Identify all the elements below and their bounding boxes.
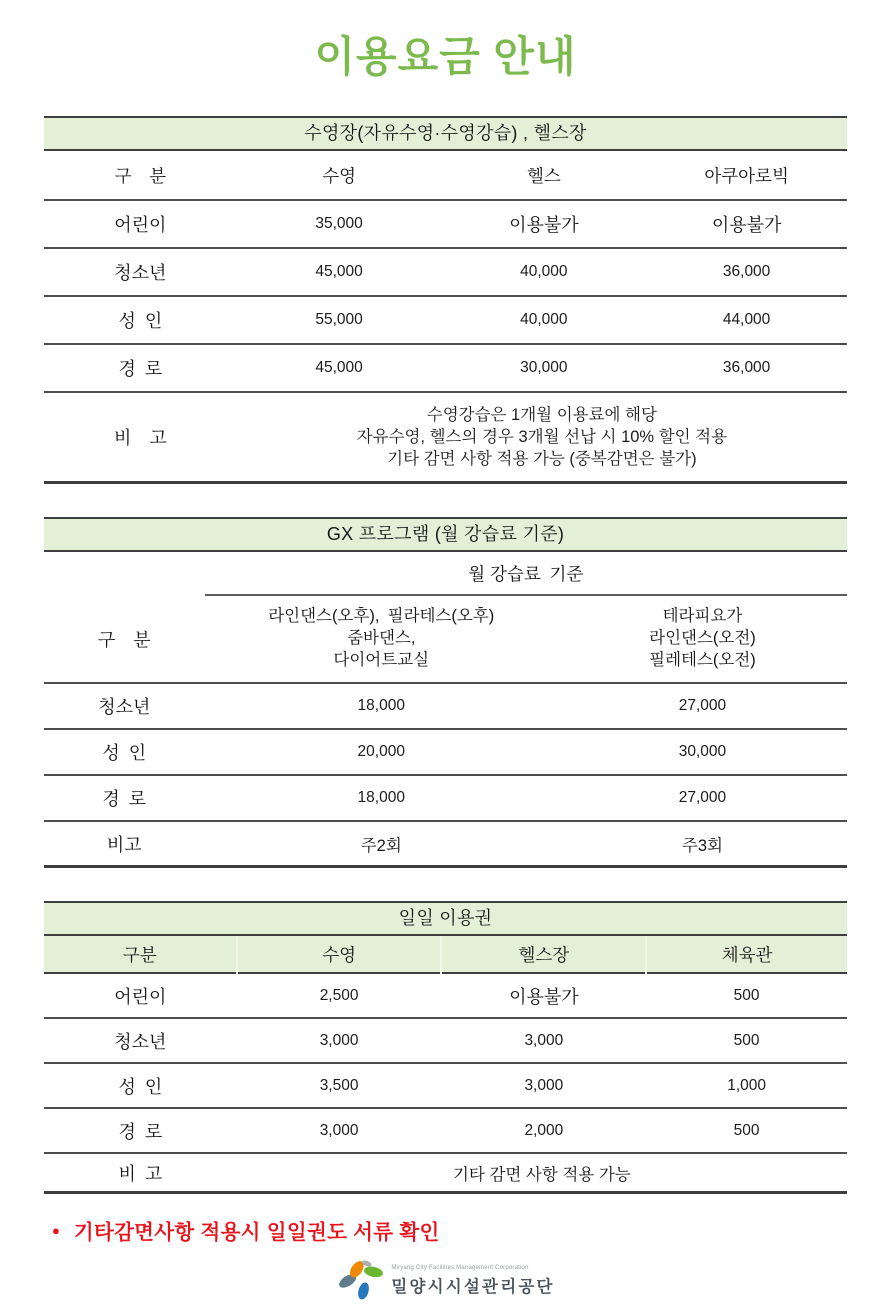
fee-notice-page xyxy=(0,24,891,1194)
note-text-cell: 기타 감면 사항 적용 가능 xyxy=(452,1165,631,1184)
col-header-category: 구 분 xyxy=(97,629,151,650)
note-line: 수영강습은 1개월 이용료에 해당 xyxy=(426,405,657,424)
gx-program-table xyxy=(44,552,847,868)
fee-value-cell: 3,000 xyxy=(319,1121,359,1139)
fee-value-cell: 1,000 xyxy=(727,1076,766,1094)
gx-program-section xyxy=(44,517,847,868)
table-row xyxy=(44,775,847,821)
fee-value-cell: 500 xyxy=(733,986,760,1004)
fee-value-cell: 35,000 xyxy=(315,215,363,232)
subheader-cell: 월 강습료 기준 xyxy=(205,552,847,595)
program-line: 줌바댄스, xyxy=(347,629,416,648)
row-label-cell: 어린이 xyxy=(114,215,167,235)
row-label-cell: 경 로 xyxy=(118,359,163,379)
row-label-cell: 어린이 xyxy=(114,986,167,1007)
fee-value-cell: 44,000 xyxy=(722,311,771,328)
program-line: 라인댄스(오전) xyxy=(649,629,756,648)
fee-value-cell: 40,000 xyxy=(520,263,568,280)
col-header-aqua: 아쿠아로빅 xyxy=(704,165,789,186)
fee-value-cell: 18,000 xyxy=(357,697,405,714)
subheader-row xyxy=(44,552,847,595)
row-label-cell: 청소년 xyxy=(114,263,167,283)
footnote-text: 기타감면사항 적용시 일일권도 서류 확인 xyxy=(73,1221,440,1244)
table-row xyxy=(44,248,847,296)
note-text-cell xyxy=(237,392,847,483)
row-label-cell: 경 로 xyxy=(102,789,147,809)
page-title: 이용요금 안내 xyxy=(314,33,577,80)
row-label-cell: 성 인 xyxy=(118,1076,163,1097)
program-header-row xyxy=(44,595,847,683)
fee-value-cell: 40,000 xyxy=(520,311,568,328)
note-row xyxy=(44,1153,847,1193)
empty-cell xyxy=(44,552,205,595)
note-value-cell: 주2회 xyxy=(360,836,402,855)
fee-value-cell: 27,000 xyxy=(678,789,727,806)
fee-value-cell: 이용불가 xyxy=(711,215,782,235)
fee-value-cell: 500 xyxy=(733,1121,760,1139)
row-label-cell: 청소년 xyxy=(114,1031,167,1052)
fee-value-cell: 45,000 xyxy=(315,359,363,376)
note-label-cell: 비고 xyxy=(106,834,142,855)
table-row xyxy=(44,344,847,392)
fee-value-cell: 3,000 xyxy=(319,1031,359,1049)
column-header-row xyxy=(44,936,847,973)
fee-value-cell: 이용불가 xyxy=(509,986,579,1007)
column-header-row xyxy=(44,151,847,200)
note-label-cell: 비 고 xyxy=(118,1163,163,1184)
pool-gym-fee-table xyxy=(44,151,847,484)
fee-value-cell: 2,500 xyxy=(319,986,359,1004)
fee-value-cell: 20,000 xyxy=(357,743,405,760)
program-line: 다이어트교실 xyxy=(333,650,430,669)
program-list-afternoon xyxy=(205,595,558,683)
fee-value-cell: 30,000 xyxy=(520,359,568,376)
col-header-gym: 헬스장 xyxy=(441,936,646,973)
table-row xyxy=(44,1018,847,1063)
fee-value-cell: 27,000 xyxy=(678,697,727,714)
note-row xyxy=(44,821,847,867)
flower-logo-icon xyxy=(336,1257,386,1305)
fee-value-cell: 이용불가 xyxy=(509,215,579,235)
daily-pass-table xyxy=(44,936,847,1194)
note-label-cell: 비 고 xyxy=(113,428,167,448)
note-line: 기타 감면 사항 적용 가능 (중복감면은 불가) xyxy=(387,450,697,469)
fee-value-cell: 18,000 xyxy=(357,789,405,806)
daily-table-title: 일일 이용권 xyxy=(44,901,847,936)
pool-gym-fee-section xyxy=(44,116,847,484)
row-label-cell: 경 로 xyxy=(118,1121,163,1142)
col-header-category: 구 분 xyxy=(114,165,167,186)
col-header-sports-hall: 체육관 xyxy=(646,936,847,973)
fee-value-cell: 30,000 xyxy=(678,743,727,760)
table-row xyxy=(44,1108,847,1153)
table-row xyxy=(44,973,847,1018)
table-row xyxy=(44,683,847,729)
table-row xyxy=(44,200,847,248)
fee-value-cell: 55,000 xyxy=(315,311,363,328)
logo-english-name: Miryang City Facilities Management Corporation xyxy=(391,1265,529,1271)
fee-value-cell: 36,000 xyxy=(722,263,771,280)
fee-value-cell: 36,000 xyxy=(722,359,771,376)
logo-korean-name: 밀양시시설관리공단 xyxy=(391,1278,555,1296)
program-line: 필레테스(오전) xyxy=(649,650,756,669)
row-label-cell: 청소년 xyxy=(98,697,151,717)
col-header-swim: 수영 xyxy=(322,165,356,186)
fee-value-cell: 3,000 xyxy=(524,1076,564,1094)
fee-value-cell: 3,500 xyxy=(319,1076,359,1094)
bullet-icon: ● xyxy=(52,1222,60,1238)
row-label-cell: 성 인 xyxy=(102,743,147,763)
program-list-morning xyxy=(558,595,847,683)
col-header-category: 구분 xyxy=(44,936,237,973)
col-header-gym: 헬스 xyxy=(526,165,561,186)
row-label-cell: 성 인 xyxy=(118,311,163,331)
fee-value-cell: 500 xyxy=(733,1031,760,1049)
fee-value-cell: 2,000 xyxy=(524,1121,564,1139)
col-header-swim: 수영 xyxy=(237,936,442,973)
note-value-cell: 주3회 xyxy=(681,836,723,855)
gx-table-title: GX 프로그램 (월 강습료 기준) xyxy=(44,517,847,552)
logo-text-block xyxy=(391,1265,554,1297)
red-footnote xyxy=(52,1215,847,1245)
corporation-logo xyxy=(0,1257,891,1305)
table-row xyxy=(44,729,847,775)
fee-value-cell: 3,000 xyxy=(524,1031,564,1049)
fee-value-cell: 45,000 xyxy=(315,263,363,280)
table-row xyxy=(44,1063,847,1108)
note-line: 자유수영, 헬스의 경우 3개월 선납 시 10% 할인 적용 xyxy=(356,427,728,446)
program-line: 라인댄스(오후), 필라테스(오후) xyxy=(268,607,495,626)
pool-gym-table-title: 수영장(자유수영·수영강습) , 헬스장 xyxy=(44,116,847,151)
daily-pass-section xyxy=(44,901,847,1194)
note-row xyxy=(44,392,847,483)
table-row xyxy=(44,296,847,344)
program-line: 테라피요가 xyxy=(662,607,743,626)
